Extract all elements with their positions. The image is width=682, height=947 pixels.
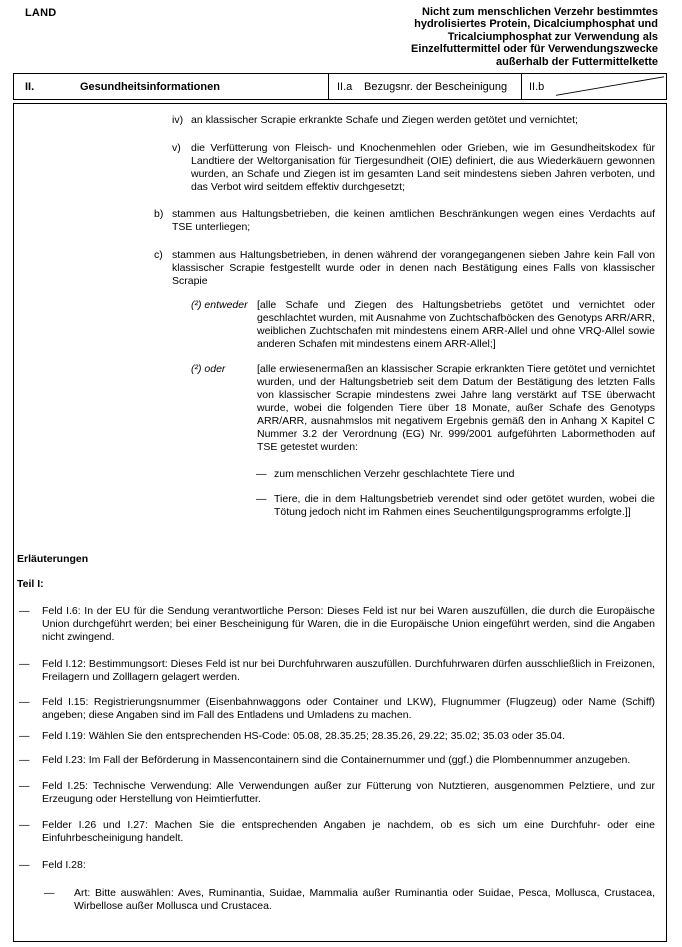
dash-marker: — (44, 887, 55, 899)
clause-text: an klassischer Scrapie erkrankte Schafe und Ziegen werden getötet und vernichtet; (191, 114, 578, 126)
health-information-section (13, 103, 667, 942)
clause-marker: iv) (172, 114, 184, 126)
iib-diagonal-line (522, 74, 666, 99)
tse-test-text: Tiere, die in dem Haltungsbetrieb verendet sind oder getötet wurden, wobei die Tötung jedoch nicht im Rahmen eines Seuchentilgungsprogramms erfolgte.]] (274, 493, 655, 518)
clause-marker: v) (172, 142, 181, 154)
note-feld-i19 (14, 730, 655, 743)
note-felder-i26-i27 (14, 819, 655, 845)
clause-b (14, 208, 655, 234)
note-text: Feld I.12: Bestimmungsort: Dieses Feld ist nur bei Durchfuhrwaren auszufüllen. Durchfuhrwaren dürfen ausschließlich in Freizonen, Freilagern und Zolllagern gelagert werden. (42, 658, 655, 683)
note-text: Feld I.28: (42, 859, 86, 871)
note-text: Feld I.25: Technische Verwendung: Alle Verwendungen außer zur Fütterung von Nutztieren, ausgenommen Pelztiere, und zur Erzeugung oder Herstellung von Heimtierfutter. (42, 780, 655, 805)
clause-text: stammen aus Haltungsbetrieben, die keinen amtlichen Beschränkungen wegen eines Verdachts auf TSE unterliegen; (172, 208, 655, 233)
note-feld-i25 (14, 780, 655, 806)
dash-marker: — (19, 819, 30, 831)
iia-label: II.a (337, 80, 353, 93)
clause-marker: c) (154, 249, 163, 261)
note-feld-i6 (14, 605, 655, 644)
entweder-marker: (²) entweder (191, 299, 248, 311)
note-text: Feld I.6: In der EU für die Sendung verantwortliche Person: Dieses Feld ist nur bei Waren auszufüllen, die durch die Europäische Union durchgeführt werden; bei einer Bescheinigung für Waren, die in die Europäische Union eingeführt werden, sind die Angaben nicht zwingend. (42, 605, 655, 643)
dash-marker: — (19, 696, 30, 708)
certificate-title-line: Einzelfuttermittel oder für Verwendungszwecke (411, 43, 658, 56)
certificate-title-line: hydrolisiertes Protein, Dicalciumphosphat und (414, 18, 658, 31)
dash-marker: — (19, 605, 30, 617)
subnote-text: Art: Bitte auswählen: Aves, Ruminantia, Suidae, Mammalia außer Ruminantia oder Suidae, Pesca, Mollusca, Crustacea, Wirbellose außer Mollusca und Crustacea. (74, 887, 655, 912)
tse-test-item (14, 468, 655, 481)
note-feld-i12 (14, 658, 655, 684)
entweder-text: [alle Schafe und Ziegen des Haltungsbetriebs getötet und vernichtet oder geschlachtet wurden, mit Ausnahme von Zuchtschafböcken des Genotyps ARR/ARR, weiblichen Zuchtschafen mit mindestens einem ARR-Allel und ohne VRQ-Allel sowie anderen Schafen mit mindestens einem ARR-Allel;] (257, 299, 655, 350)
clause-entweder (14, 299, 655, 351)
clause-text: die Verfütterung von Fleisch- und Knochenmehlen oder Grieben, wie im Gesundheitskodex für Landtiere der Weltorganisation für Tiergesundheit (OIE) definiert, die aus Wiederkäuern gewonnen wurden, an Schafe und Ziegen ist im gesamten Land seit mindestens sieben Jahren verboten, und das Verbot wird seitdem effektiv durchgesetzt; (191, 142, 655, 193)
section-title: Gesundheitsinformationen (80, 80, 220, 93)
clause-text: stammen aus Haltungsbetrieben, in denen während der vorangegangenen sieben Jahre kein Fall von klassischer Scrapie festgestellt wurde oder in denen nach Bestätigung eines Falls von klassischer Scrapie (172, 249, 655, 287)
tse-test-text: zum menschlichen Verzehr geschlachtete Tiere und (274, 468, 515, 480)
note-feld-i15 (14, 696, 655, 722)
reference-number-cell (329, 74, 522, 99)
note-text: Felder I.26 und I.27: Machen Sie die entsprechenden Angaben je nachdem, ob es sich um eine Durchfuhr- oder eine Einfuhrbescheinigung handelt. (42, 819, 655, 844)
dash-marker: — (19, 859, 30, 871)
dash-marker: — (256, 468, 267, 480)
clause-v (14, 142, 655, 194)
part2-header-row (13, 73, 667, 100)
note-feld-i23 (14, 754, 655, 767)
note-text: Feld I.19: Wählen Sie den entsprechenden HS-Code: 05.08, 28.35.25; 28.35.26, 29.22; 35.02; 35.03 oder 35.04. (42, 730, 566, 742)
clause-iv (14, 114, 655, 127)
iib-cell (522, 74, 666, 99)
note-feld-i28-art (14, 887, 655, 913)
notes-heading: Erläuterungen (17, 553, 89, 565)
oder-text: [alle erwiesenermaßen an klassischer Scrapie erkrankten Tiere getötet und vernichtet wurden, und der Haltungsbetrieb seit dem Datum der Bestätigung des letzten Falls von klassischer Scrapie mindestens zwei Jahre lang verstärkt auf TSE überwacht wurde, wobei die folgenden Tiere über 18 Monate, außer Schafe des Genotyps ARR/ARR, ausnahmslos mit negativem Ergebnis gemäß den in Anhang X Kapitel C Nummer 3.2 der Verordnung (EG) Nr. 999/2001 aufgeführten Labormethoden auf TSE getestet wurden: (257, 363, 655, 453)
note-text: Feld I.23: Im Fall der Beförderung in Massencontainern sind die Containernummer und (ggf.) die Plombennummer anzugeben. (42, 754, 631, 766)
certificate-title-line: Nicht zum menschlichen Verzehr bestimmtes (422, 6, 658, 18)
note-feld-i28 (14, 859, 655, 872)
section-header-cell (14, 74, 329, 99)
certificate-title-line: Tricalciumphosphat zur Verwendung als (447, 30, 658, 43)
oder-marker: (²) oder (191, 363, 226, 375)
tse-test-item (14, 493, 655, 519)
note-text: Feld I.15: Registrierungsnummer (Eisenbahnwaggons oder Container und LKW), Flugnummer (Flugzeug) oder Name (Schiff) angeben; diese Angaben sind im Fall des Entladens und Umladens zu machen. (42, 696, 655, 721)
certificate-title-line: außerhalb der Futtermittelkette (496, 55, 658, 68)
dash-marker: — (19, 658, 30, 670)
iib-label: II.b (529, 80, 545, 93)
dash-marker: — (19, 754, 30, 766)
section-number: II. (25, 80, 35, 93)
notes-part-label: Teil I: (17, 578, 44, 590)
certificate-title (298, 6, 658, 68)
dash-marker: — (19, 780, 30, 792)
dash-marker: — (256, 493, 267, 505)
clause-c (14, 249, 655, 288)
country-field-label: LAND (25, 7, 57, 19)
dash-marker: — (19, 730, 30, 742)
reference-number-title: Bezugsnr. der Bescheinigung (364, 80, 508, 93)
clause-oder (14, 363, 655, 454)
clause-marker: b) (154, 208, 164, 220)
